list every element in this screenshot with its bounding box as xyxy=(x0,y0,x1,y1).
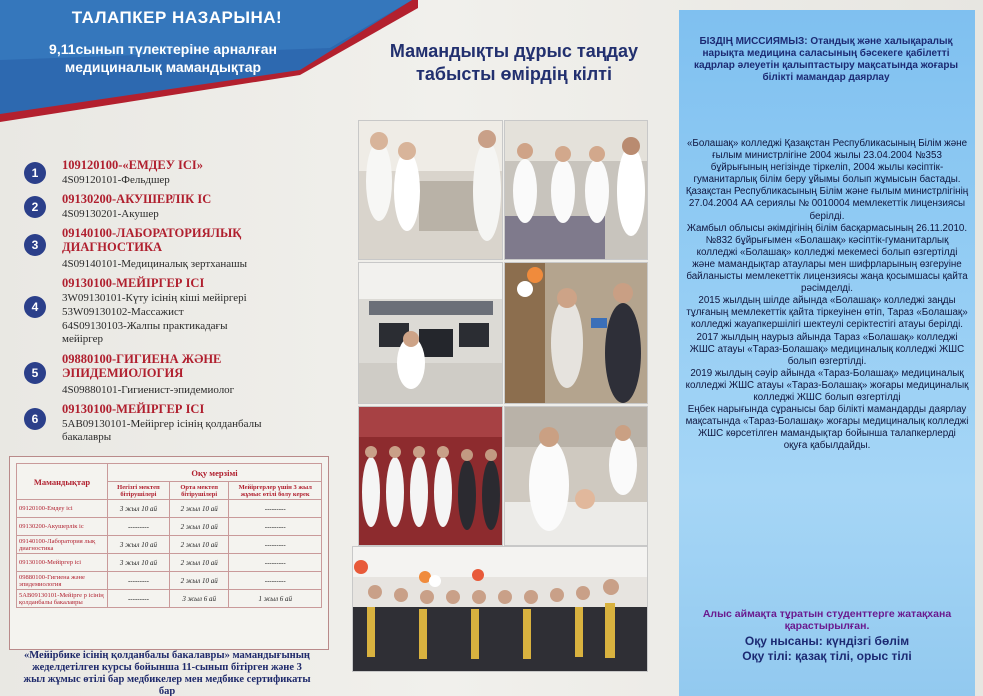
table-row xyxy=(17,572,322,590)
study-mode: Оқу нысаны: күндізгі бөлім xyxy=(744,634,910,648)
column-header: Оқу мерзімі xyxy=(108,464,322,482)
column-header: Мамандықтар xyxy=(17,464,108,500)
history-paragraph: Еңбек нарығында сұранысы бар білікті мамандарды даярлау мақсатында «Тараз-Болашақ» жоғары медициналық колледжі ЖШС көрсетілген мамандықтар бойынша талапкерлерді оқуға қабылдайды. xyxy=(685,404,969,452)
table-cell: 3 жыл 10 ай xyxy=(108,500,170,518)
table-row xyxy=(17,500,322,518)
mission-lead: БІЗДІҢ МИССИЯМЫЗ: xyxy=(699,36,808,47)
table-cell: --------- xyxy=(229,518,322,536)
table-cell: 09880100-Гигиена және эпидемиология xyxy=(17,572,108,590)
photo-image xyxy=(359,121,502,259)
history-paragraph: Жамбыл облысы әкімдігінің білім басқармасының 26.11.2010. №832 бұйрығымен «Болашақ» кәсіптік-гуманитарлық колледжі «Болашақ» колледжі мекемесі болып өзгертілді және мамандықтар атаулары мен шифрларының өзгеруіне байланысты мемлекеттік лицензиясы жаңа қосымшасы қайта рәсімделді. xyxy=(686,222,968,295)
number-badge: 4 xyxy=(24,296,46,318)
photo-event-presentation xyxy=(504,262,648,404)
qualification: 4S09120101-Фельдшер xyxy=(62,174,170,186)
table-cell: --------- xyxy=(229,572,322,590)
slogan-title: Мамандықты дұрыс таңдау табысты өмірдің кілті xyxy=(389,41,639,84)
history-paragraph: «Болашақ» колледжі Қазақстан Республикасының Білім және ғылым министрлігіне 2004 жылы 23.04.2004 №353 бұйрығының негізінде тіркеліп, 2004 жылы кәсіптік-гуманитарлық білім беру ұйымы болып жұмысын бастады. Қазақстан Республикасының Білім және ғылым министрлігінің 27.04.2004 АА сериялы № 0010004 мемлекеттік лицензиясы берілді. xyxy=(685,138,969,222)
history-paragraph: 2019 жылдың сәуір айында «Тараз-Болашақ» медициналық колледжі ЖШС атауы «Тараз-Болашақ» жоғары медициналық колледжі ЖШС болып өзгертілді xyxy=(685,367,969,403)
history-paragraph: 2015 жылдың шілде айында «Болашақ» колледжі заңды тұлғаның мемлекеттік қайта тіркеуінен өтіп, Тараз «Болашақ» колледжі жауапкершілігі шектеулі серіктестігі атауы берілді. xyxy=(686,295,968,331)
college-history xyxy=(685,138,969,452)
table-cell: 09130200-Акушерлік іс xyxy=(17,518,108,536)
table-cell: --------- xyxy=(108,518,170,536)
qualification: 4S09880101-Гигиенист-эпидемиолог xyxy=(62,384,235,396)
mission-panel xyxy=(679,10,975,696)
photo-students-classroom xyxy=(504,120,648,260)
qualification: 4S09130201-Акушер xyxy=(62,208,159,220)
photo-image xyxy=(505,263,647,403)
banner-subtitle: 9,11сынып түлектеріне арналған медициналық мамандықтар xyxy=(49,41,277,75)
number-badge: 1 xyxy=(24,162,46,184)
history-paragraph: 2017 жылдың наурыз айында Тараз «Болашақ» колледжі ЖШС атауы «Тараз-Болашақ» медициналық колледжі ЖШС болып өзгертілді. xyxy=(689,331,965,367)
mission-statement xyxy=(683,36,969,84)
table-row xyxy=(17,590,322,608)
photo-image xyxy=(359,407,502,545)
study-language: Оқу тілі: қазақ тілі, орыс тілі xyxy=(742,649,912,663)
accelerated-course-note: «Мейірбике ісінің қолданбалы бакалавры» мамандығының жеделдетілген курсы бойынша 11-сынып бітірген және 3 жыл жұмыс өтілі бар медбикелер мен медбике сертификаты бар xyxy=(23,650,311,696)
photo-award-ceremony xyxy=(358,406,503,546)
table-cell: --------- xyxy=(108,572,170,590)
photo-image xyxy=(353,547,647,671)
banner-title: ТАЛАПКЕР НАЗАРЫНА! xyxy=(71,8,283,27)
photo-image xyxy=(505,407,647,545)
table xyxy=(16,463,322,608)
table-cell: 5AB09130101-Мейірге р ісінің қолданбалы бакалавры xyxy=(17,590,108,608)
table-cell: --------- xyxy=(108,590,170,608)
table-cell: --------- xyxy=(229,536,322,554)
number-badge: 2 xyxy=(24,196,46,218)
photo-computer-lab xyxy=(358,262,503,404)
study-duration-table xyxy=(9,456,329,650)
specialty-code: 09130100-МЕЙІРГЕР ІСІ xyxy=(62,276,205,290)
specialty-code: 09140100-ЛАБОРАТОРИЯЛЫҚ ДИАГНОСТИКА xyxy=(62,226,242,254)
table-cell: 1 жыл 6 ай xyxy=(229,590,322,608)
specialty-code: 109120100-«ЕМДЕУ ІСІ» xyxy=(62,158,204,172)
photo-image xyxy=(505,121,647,259)
specialty-code: 09880100-ГИГИЕНА ЖӘНЕ ЭПИДЕМИОЛОГИЯ xyxy=(62,352,222,380)
qualification: 3W09130101-Күту ісінің кіші мейіргері xyxy=(62,292,247,304)
photo-group-graduation xyxy=(352,546,648,672)
photo-practical-training xyxy=(504,406,648,546)
table-cell: 09130100-Мейіргер ісі xyxy=(17,554,108,572)
qualification: 64S09130103-Жалпы практикадағы мейіргер xyxy=(62,320,228,345)
table-row xyxy=(17,518,322,536)
mission-text: Отандық және халықаралық нарықта медицина саласының бәсекеге қабілетті кадрлар әлеуетін қалыптастыру мақсатында жоғары білікті мамандар даярлау xyxy=(694,36,958,83)
qualification: 5AB09130101-Мейіргер ісінің қолданбалы бакалавры xyxy=(62,418,262,443)
table-cell: 2 жыл 10 ай xyxy=(169,554,229,572)
qualification: 4S09140101-Медициналық зертханашы xyxy=(62,258,248,270)
table-row xyxy=(17,536,322,554)
header-banner xyxy=(0,0,418,122)
table-cell: 09140100-Лаборатория лық диагностика xyxy=(17,536,108,554)
photo-students-practice xyxy=(358,120,503,260)
column-header: Орта мектеп бітірушілері xyxy=(169,482,229,500)
table-cell: 2 жыл 10 ай xyxy=(169,536,229,554)
photo-image xyxy=(359,263,502,403)
table-cell: 2 жыл 10 ай xyxy=(169,500,229,518)
qualification: 53W09130102-Массажист xyxy=(62,306,184,318)
table-cell: 2 жыл 10 ай xyxy=(169,572,229,590)
number-badge: 5 xyxy=(24,362,46,384)
column-header: Мейіргерлер үшін 3 жыл жұмыс өтілі болу керек xyxy=(229,482,322,500)
dormitory-note: Алыс аймақта тұратын студенттерге жатақхана қарастырылған. xyxy=(702,608,952,632)
specialty-code: 09130100-МЕЙІРГЕР ІСІ xyxy=(62,402,205,416)
table-cell: --------- xyxy=(229,554,322,572)
number-badge: 6 xyxy=(24,408,46,430)
table-cell: 3 жыл 6 ай xyxy=(169,590,229,608)
table-cell: --------- xyxy=(229,500,322,518)
table-cell: 3 жыл 10 ай xyxy=(108,554,170,572)
specialty-code: 09130200-АКУШЕРЛІК ІС xyxy=(62,192,212,206)
table-row xyxy=(17,554,322,572)
table-cell: 2 жыл 10 ай xyxy=(169,518,229,536)
table-cell: 09120100-Емдеу ісі xyxy=(17,500,108,518)
column-header: Негізгі мектеп бітірушілері xyxy=(108,482,170,500)
table-cell: 3 жыл 10 ай xyxy=(108,536,170,554)
number-badge: 3 xyxy=(24,234,46,256)
